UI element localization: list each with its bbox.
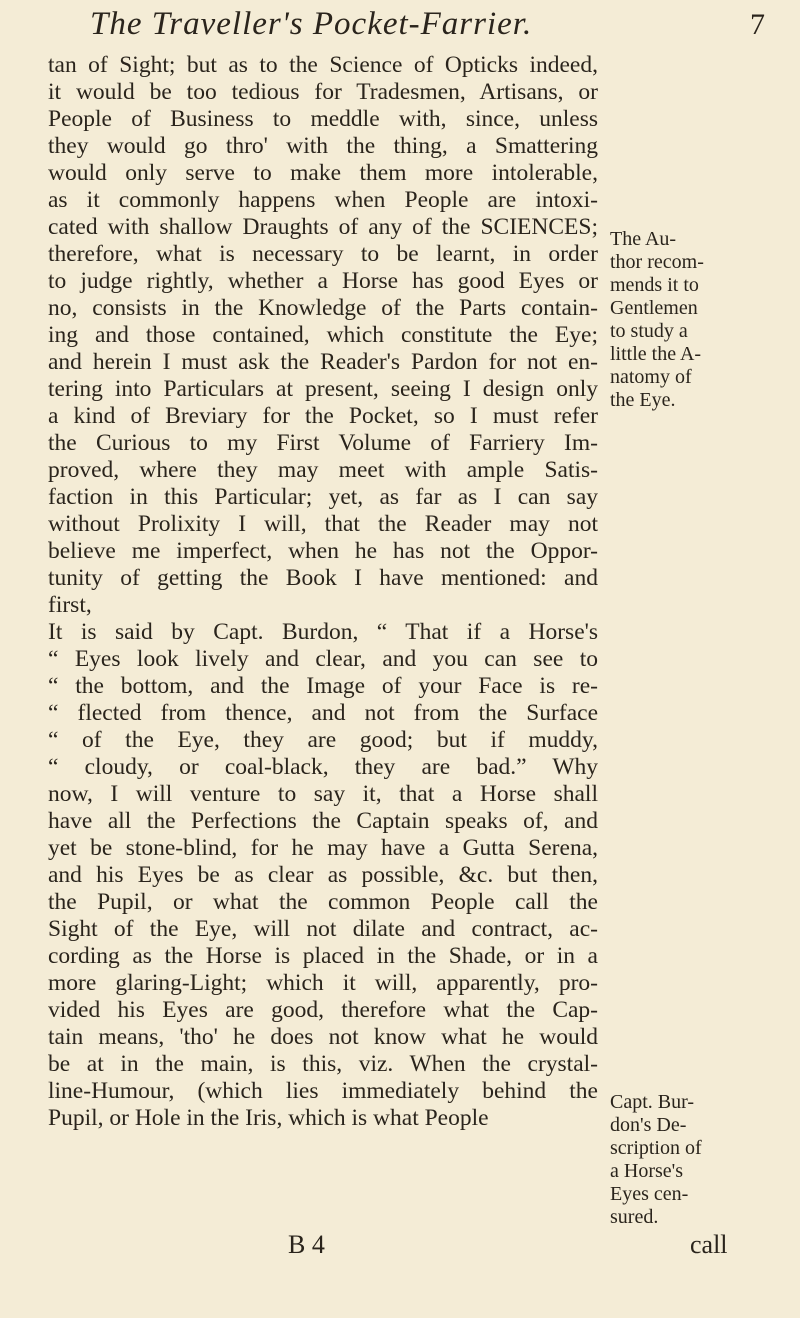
text-line: more glaring-Light; which it will, apparently, pro- xyxy=(48,970,598,996)
text-line: as it commonly happens when People are intoxi- xyxy=(48,187,598,213)
side-note xyxy=(610,228,800,412)
text-line: the Curious to my First Volume of Farriery Im- xyxy=(48,430,598,456)
text-line: be at in the main, is this, viz. When the crystal- xyxy=(48,1051,598,1077)
text-line: and herein I must ask the Reader's Pardon for not en- xyxy=(48,349,598,375)
text-line: the Pupil, or what the common People call the xyxy=(48,889,598,915)
text-line: a kind of Breviary for the Pocket, so I must refer xyxy=(48,403,598,429)
text-line: and his Eyes be as clear as possible, &c. but then, xyxy=(48,862,598,888)
side-note-line: Capt. Bur- xyxy=(610,1091,695,1113)
side-note-line: Gentlemen xyxy=(610,297,698,319)
text-line: Pupil, or Hole in the Iris, which is what People xyxy=(48,1105,489,1131)
side-note-line: the Eye. xyxy=(610,389,676,411)
side-note-line: sured. xyxy=(610,1206,659,1228)
page-header xyxy=(0,6,800,50)
page-footer xyxy=(0,1230,800,1270)
catchword: call xyxy=(690,1230,728,1259)
main-text xyxy=(48,52,598,1132)
signature-mark: B 4 xyxy=(288,1230,325,1259)
side-note-line: little the A- xyxy=(610,343,702,365)
side-note-line: scription of xyxy=(610,1137,702,1159)
side-note-line: thor recom- xyxy=(610,251,704,273)
text-line: “ of the Eye, they are good; but if muddy, xyxy=(48,727,598,753)
text-line: cording as the Horse is placed in the Shade, or in a xyxy=(48,943,598,969)
running-title: The Traveller's Pocket-Farrier. xyxy=(90,6,533,42)
text-line: tain means, 'tho' he does not know what he would xyxy=(48,1024,598,1050)
text-line: tering into Particulars at present, seeing I design only xyxy=(48,376,598,402)
text-line: have all the Perfections the Captain speaks of, and xyxy=(48,808,598,834)
text-line: tan of Sight; but as to the Science of Opticks indeed, xyxy=(48,52,598,78)
text-line: first, xyxy=(48,592,92,618)
side-note-line: to study a xyxy=(610,320,688,342)
side-note-line: Eyes cen- xyxy=(610,1183,689,1205)
text-line: believe me imperfect, when he has not the Oppor- xyxy=(48,538,598,564)
page-number: 7 xyxy=(750,8,765,41)
side-note-line: a Horse's xyxy=(610,1160,684,1182)
text-line: faction in this Particular; yet, as far as I can say xyxy=(48,484,598,510)
text-line: therefore, what is necessary to be learnt, in order xyxy=(48,241,598,267)
text-line: tunity of getting the Book I have mentioned: and xyxy=(48,565,598,591)
side-note xyxy=(610,1091,800,1229)
side-note-line: mends it to xyxy=(610,274,699,296)
text-line: Sight of the Eye, will not dilate and contract, ac- xyxy=(48,916,598,942)
side-note-line: don's De- xyxy=(610,1114,687,1136)
text-line: “ the bottom, and the Image of your Face is re- xyxy=(48,673,598,699)
side-note-line: The Au- xyxy=(610,228,677,250)
text-line: they would go thro' with the thing, a Smattering xyxy=(48,133,598,159)
text-line: it would be too tedious for Tradesmen, Artisans, or xyxy=(48,79,598,105)
text-line: vided his Eyes are good, therefore what the Cap- xyxy=(48,997,598,1023)
text-line: now, I will venture to say it, that a Horse shall xyxy=(48,781,598,807)
text-line: People of Business to meddle with, since, unless xyxy=(48,106,598,132)
text-line: “ cloudy, or coal-black, they are bad.” Why xyxy=(48,754,598,780)
text-line: without Prolixity I will, that the Reader may not xyxy=(48,511,598,537)
text-line: “ Eyes look lively and clear, and you can see to xyxy=(48,646,598,672)
text-line: “ flected from thence, and not from the Surface xyxy=(48,700,598,726)
text-line: no, consists in the Knowledge of the Parts contain- xyxy=(48,295,598,321)
text-line: would only serve to make them more intolerable, xyxy=(48,160,598,186)
text-line: It is said by Capt. Burdon, “ That if a Horse's xyxy=(48,619,598,645)
side-note-line: natomy of xyxy=(610,366,692,388)
text-line: ing and those contained, which constitute the Eye; xyxy=(48,322,598,348)
text-line: yet be stone-blind, for he may have a Gutta Serena, xyxy=(48,835,598,861)
text-line: proved, where they may meet with ample Satis- xyxy=(48,457,598,483)
text-line: cated with shallow Draughts of any of the SCIENCES; xyxy=(48,214,598,240)
text-line: line-Humour, (which lies immediately behind the xyxy=(48,1078,598,1104)
text-line: to judge rightly, whether a Horse has good Eyes or xyxy=(48,268,598,294)
